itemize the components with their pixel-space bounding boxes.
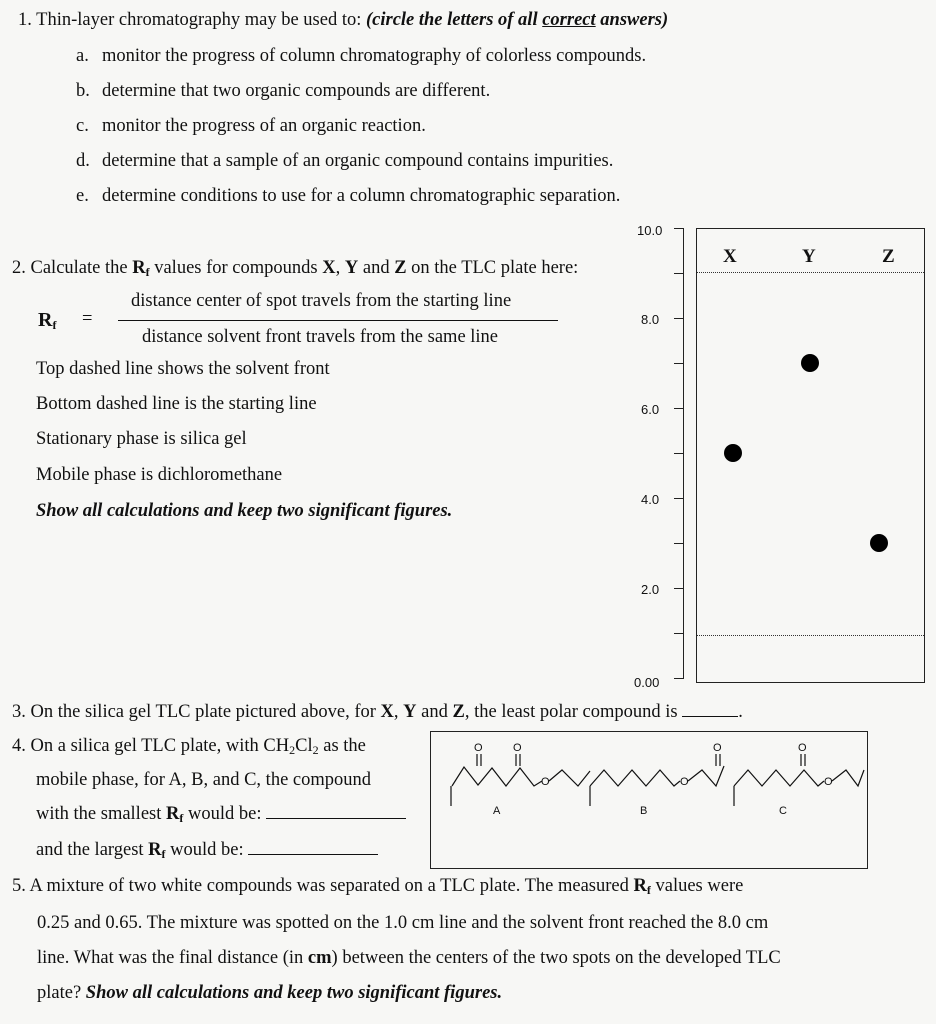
q1-number: 1. bbox=[18, 10, 32, 30]
q5-line4: plate? Show all calculations and keep two significant figures. bbox=[37, 983, 503, 1003]
molecule-b-o1: O bbox=[680, 776, 689, 788]
molecule-c-label: C bbox=[779, 805, 787, 817]
spot-y bbox=[801, 354, 819, 372]
q1-option-d[interactable]: d. determine that a sample of an organic compound contains impurities. bbox=[76, 151, 614, 171]
molecule-c-o1: O bbox=[798, 742, 807, 754]
lane-label-z: Z bbox=[882, 246, 895, 267]
ruler-tick bbox=[674, 318, 684, 319]
q5-line2: 0.25 and 0.65. The mixture was spotted on the 1.0 cm line and the solvent front reached the 8.0 cm bbox=[37, 913, 769, 933]
q4-smallest-blank[interactable] bbox=[266, 818, 406, 819]
ruler-tick bbox=[674, 228, 684, 229]
molecule-a-o2: O bbox=[513, 742, 522, 754]
molecule-a-o3: O bbox=[541, 776, 550, 788]
ruler-tick bbox=[674, 498, 684, 499]
ruler-label-8: 8.0 bbox=[641, 312, 660, 327]
q4-line4: and the largest $R_f$ would be: bbox=[36, 840, 378, 861]
note-mobile-phase: Mobile phase is dichloromethane bbox=[36, 465, 283, 485]
q3-answer-blank[interactable] bbox=[682, 716, 738, 717]
solvent-front-line bbox=[697, 272, 924, 273]
q1-option-b[interactable]: b. determine that two organic compounds are different. bbox=[76, 81, 491, 101]
q5-line3: line. What was the final distance (in cm) between the centers of the two spots on the developed TLC bbox=[37, 948, 781, 968]
rf-numerator: distance center of spot travels from the starting line bbox=[131, 291, 512, 311]
molecule-c-o2: O bbox=[824, 776, 833, 788]
ruler-label-0: 0.00 bbox=[634, 675, 660, 690]
q4-line3: with the smallest $R_f$ would be: bbox=[36, 804, 406, 825]
spot-z bbox=[870, 534, 888, 552]
spot-x bbox=[724, 444, 742, 462]
q1-option-c[interactable]: c. monitor the progress of an organic reaction. bbox=[76, 116, 426, 136]
ruler-label-6: 6.0 bbox=[641, 402, 660, 417]
q1-option-e[interactable]: e. determine conditions to use for a column chromatographic separation. bbox=[76, 186, 621, 206]
ruler-label-10: 10.0 bbox=[637, 223, 663, 238]
fraction-bar bbox=[118, 320, 558, 321]
molecule-a-o1: O bbox=[474, 742, 483, 754]
ruler-tick bbox=[674, 678, 684, 679]
ruler-tick bbox=[674, 588, 684, 589]
ruler-tick bbox=[674, 363, 684, 364]
q5-line1: 5. A mixture of two white compounds was separated on a TLC plate. The measured $R_f$ values were bbox=[12, 876, 744, 897]
rf-denominator: distance solvent front travels from the same line bbox=[142, 327, 499, 347]
q1-option-a[interactable]: a. monitor the progress of column chromatography of colorless compounds. bbox=[76, 46, 647, 66]
note-stationary-phase: Stationary phase is silica gel bbox=[36, 429, 247, 449]
ruler-tick bbox=[674, 453, 684, 454]
starting-line bbox=[697, 635, 924, 636]
lane-label-y: Y bbox=[802, 246, 816, 267]
q2-stem: 2. Calculate the $R_f$ values for compounds X, Y and Z on the TLC plate here: bbox=[12, 258, 579, 279]
molecule-a-label: A bbox=[493, 805, 501, 817]
q4-line1: 4. On a silica gel TLC plate, with $CH_2Cl_2$ as the bbox=[12, 736, 366, 757]
molecule-b-label: B bbox=[640, 805, 648, 817]
ruler-tick bbox=[674, 543, 684, 544]
q4-line2: mobile phase, for A, B, and C, the compound bbox=[36, 770, 372, 790]
note-starting-line: Bottom dashed line is the starting line bbox=[36, 394, 317, 414]
q3-text: 3. On the silica gel TLC plate pictured above, for X, Y and Z, the least polar compound is . bbox=[12, 702, 743, 722]
q4-largest-blank[interactable] bbox=[248, 854, 378, 855]
ruler-label-4: 4.0 bbox=[641, 492, 660, 507]
ruler-tick bbox=[674, 633, 684, 634]
q1-stem: 1. Thin-layer chromatography may be used to: (circle the letters of all correct answers) bbox=[18, 10, 669, 30]
lane-label-x: X bbox=[723, 246, 737, 267]
ruler-tick bbox=[674, 408, 684, 409]
q2-instruction: Show all calculations and keep two significant figures. bbox=[36, 501, 453, 521]
molecule-b-o2: O bbox=[713, 742, 722, 754]
rf-symbol: $R_f$ bbox=[38, 309, 57, 332]
ruler-tick bbox=[674, 273, 684, 274]
ruler-label-2: 2.0 bbox=[641, 582, 660, 597]
rf-equals: = bbox=[82, 309, 93, 329]
note-solvent-front: Top dashed line shows the solvent front bbox=[36, 359, 330, 379]
